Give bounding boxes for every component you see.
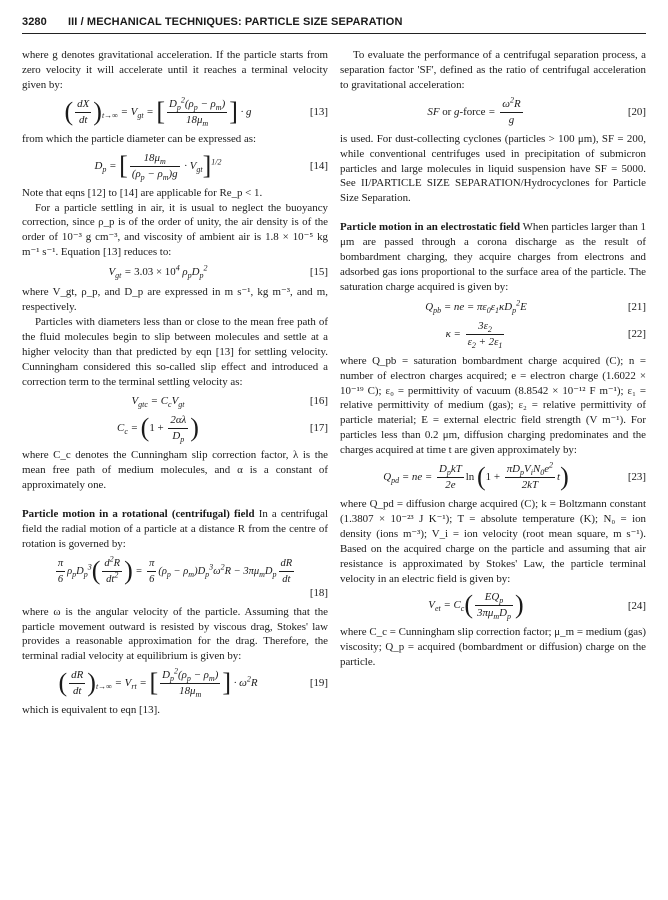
running-header: [22, 13, 646, 34]
paragraph: where Q_pb = saturation bombardment charge acquired (C); n = number of electron charges acquired; e = electron charge (1.6022 × 10⁻¹⁹ C); ε₀ = permittivity of vacuum (8.8542 × 10⁻¹² F m⁻¹); ε₁ = relative permittivity of medium (gas); ε₂ = relative permittivity of particle material; E = external electric field strength (V m⁻¹). For particles less than 0.2 μm, diffusion charging predominates and the charges acquired at time t are given approximately by:: [340, 354, 646, 457]
page-number: 3280: [22, 16, 47, 28]
equation-18: $\frac{\pi}{6}$ $\rho_pD_p^3$( $\frac{d^2R}{dt^2}$ ) = $\frac{\pi}{6}$ $(\rho_p - \rho_m)D_p^3\omega^2R - 3\pi\mu_mD_p$ $\frac{dR}{dt}$: [57, 554, 293, 585]
equation-number: [24]: [627, 599, 646, 612]
equation-24: $V_{et} = C_c$( $\frac{EQ_p}{3\pi\mu_mD_p}$ ) [24]: [428, 590, 646, 622]
section-paragraph: [340, 220, 646, 295]
equation-number: [20]: [627, 105, 646, 118]
section-title: Particle motion in a rotational (centrifugal) field: [22, 508, 255, 521]
paragraph: from which the particle diameter can be expressed as:: [22, 132, 257, 145]
paragraph: which is equivalent to eqn [13].: [22, 704, 160, 717]
paragraph: where V_gt, ρ_p, and D_p are expressed in m s⁻¹, kg m⁻³, and m, respectively.: [22, 286, 328, 313]
paragraph-text: In a centrifugal field the radial motion of a particle at a distance R from the centre of rotation is governed by:: [22, 508, 328, 550]
equation-number: [14]: [309, 159, 328, 172]
paragraph: where ω is the angular velocity of the particle. Assuming that the particle movement outward is resisted by viscous drag, Stokes' law provides a reasonable approximation for the drag. Therefore, the terminal radial velocity at equilibrium is given by:: [22, 605, 328, 663]
equation-13: ( $\frac{dX}{dt}$ )$_{t\to\infty} = V_{gt}$ = [ $\frac{D_p^2(\rho_p - \rho_m)}{18\mu_m}$ ] · g [13]: [64, 95, 328, 128]
equation-number: [23]: [627, 471, 646, 484]
equation-23: $Q_{pd}$ = ne = $\frac{D_pkT}{2e}$ ln (1 + $\frac{\pi D_pV_iN_0e^2}{2kT}$ t) [23]: [383, 460, 646, 492]
paragraph: where g denotes gravitational acceleration. If the particle starts from zero velocity it will accelerate until it reaches a terminal velocity given by:: [22, 49, 328, 91]
equation-17: $C_c = (1$ + $\frac{2\alpha\lambda}{D_p}$ ) [17]: [117, 413, 328, 445]
paragraph-text: When particles larger than 1 μm are passed through a corona discharge as the result of bombardment charging, they acquire charges from electrons and adsorbed gas ions proportional to the surface area of the particle. The saturation charge acquired is given by:: [340, 221, 646, 293]
equation-number: [18]: [309, 586, 328, 599]
section-title: Particle motion in an electrostatic field: [340, 221, 521, 234]
paragraph: where C_c denotes the Cunningham slip correction factor, λ is the mean free path of medium molecules, and α is a constant of approximately one.: [22, 449, 328, 492]
equation-number: [21]: [627, 300, 646, 313]
equation-number: [15]: [309, 266, 328, 279]
right-column: [340, 48, 646, 670]
paragraph: To evaluate the performance of a centrifugal separation process, a separation factor 'SF', defined as the ratio of centrifugal acceleration to gravitational acceleration:: [340, 49, 646, 91]
equation-15: $V_{gt} = 3.03 \times 10^4$ $\rho_pD_p^2$ [15]: [108, 263, 328, 281]
paragraph: Note that eqns [12] to [14] are applicable for Re_p < 1.: [22, 186, 263, 199]
equation-20: SF or g-force = $\frac{\omega^2R}{g}$ [20]: [427, 95, 646, 126]
equation-number: [22]: [627, 327, 646, 340]
paragraph: is used. For dust-collecting cyclones (particles > 100 μm), SF = 200, while conventional centrifuges used in precipitation of submicron particles and large molecules in liquid suspension have SF = 5000. See II/PARTICLE SIZE SEPARATION/Hydrocyclones for Particle Size Separation.: [340, 132, 646, 205]
equation-number: [16]: [309, 395, 328, 408]
section-paragraph: [22, 507, 328, 552]
equation-21: $Q_{pb}$ = ne = $\pi\varepsilon_0\varepsilon_1\kappa D_p^2E$ [21]: [425, 298, 646, 315]
running-title: III / MECHANICAL TECHNIQUES: PARTICLE SIZE SEPARATION: [68, 16, 403, 28]
left-column: [22, 48, 328, 718]
equation-number: [13]: [309, 105, 328, 118]
equation-14: $D_p$ = [ $\frac{18\mu_m}{(\rho_p - \rho_m)g}$ · $V_{gt}]^{1/2}$ [14]: [94, 150, 328, 182]
equation-16: $V_{gtc} = C_cV_{gt}$ [16]: [131, 395, 328, 410]
paragraph: where Q_pd = diffusion charge acquired (C); k = Boltzmann constant (1.3807 × 10⁻²³ J K⁻¹); T = absolute temperature (K); N₀ = ion density (ions m⁻³); V_i = ion velocity (root mean square, m s⁻¹). Based on the acquired charge on the particle and assuming that air resistance is approximated by Stokes' Law, the particle terminal velocity in an electric field is given by:: [340, 498, 646, 585]
paragraph: Particles with diameters less than or close to the mean free path of the fluid molecules begin to slip between molecules and settle at a higher velocity than that predicted by eqn [13] for settling velocity. Cunningham considered this so-called slip effect and introduced a correction term to the terminal settling velocity as:: [22, 315, 328, 388]
equation-number: [19]: [309, 677, 328, 690]
equation-22: κ = $\frac{3\varepsilon_2}{\varepsilon_2 + 2\varepsilon_1}$ [22]: [445, 319, 646, 350]
paragraph: where C_c = Cunningham slip correction factor; μ_m = medium (gas) viscosity; Q_p = acquired (bombardment or diffusion) charge on the particle.: [340, 626, 646, 669]
equation-19: ( $\frac{dR}{dt}$ )$_{t\to\infty} = V_{rt}$ = [ $\frac{D_p^2(\rho_p - \rho_m)}{18\mu_m}$ ] · $\omega^2R$ [19]: [58, 666, 328, 700]
paragraph: For a particle settling in air, it is usual to neglect the buoyancy correction, since ρ_p is of the order of unity, the air density is of the order of 10⁻³ g cm⁻³, and viscosity of ambient air is 1.8 × 10⁻⁵ kg m⁻¹ s⁻¹. Equation [13] reduces to:: [22, 201, 328, 259]
equation-number: [17]: [309, 422, 328, 435]
